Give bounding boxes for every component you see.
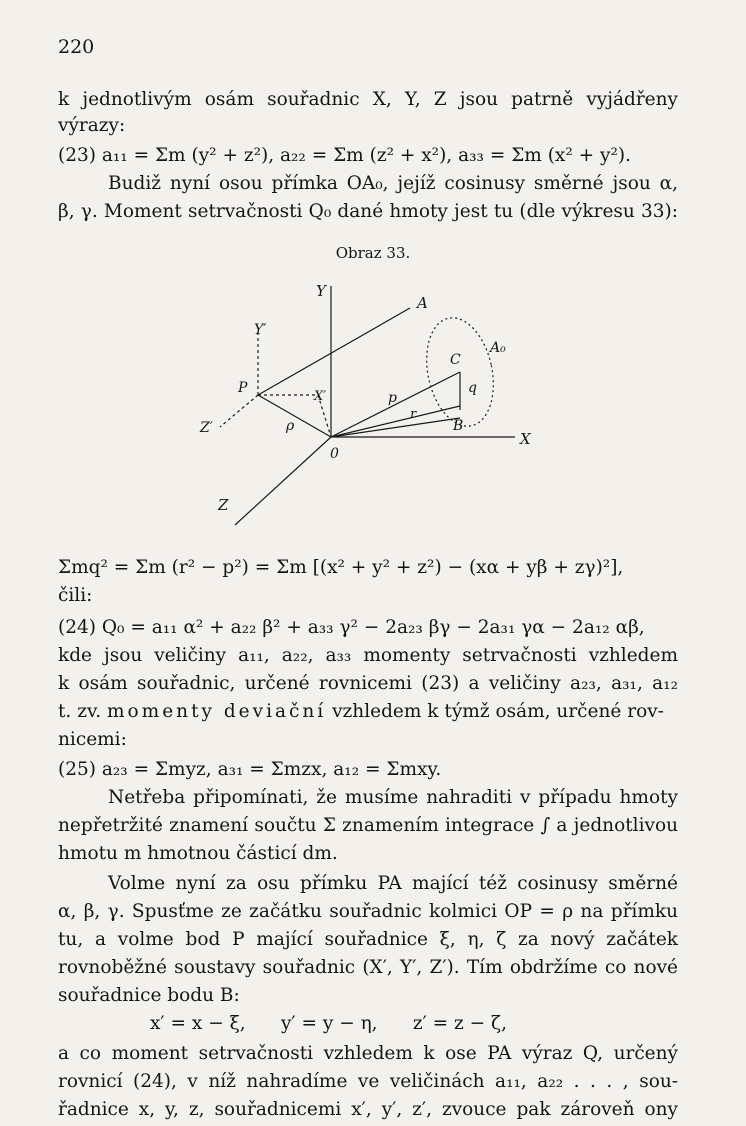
- emphasis-term: momenty deviační: [106, 701, 327, 722]
- axis-z: [235, 437, 331, 525]
- label-p-point: P: [238, 380, 248, 396]
- text-line: k osám souřadnic, určené rovnicemi (23) a veličiny a₂₃, a₃₁, a₁₂: [58, 673, 678, 694]
- text-line: k jednotlivým osám souřadnic X, Y, Z jsou patrně vyjádřeny: [58, 89, 678, 110]
- text-line: souřadnice bodu B:: [58, 985, 240, 1006]
- text-line: a co moment setrvačnosti vzhledem k ose PA výraz Q, určený: [58, 1043, 678, 1064]
- text-line: tu, a volme bod P mající souřadnice ξ, η, ζ za nový začátek: [58, 929, 678, 950]
- label-z: Z: [218, 496, 229, 514]
- text-line: hmotu m hmotnou částicí dm.: [58, 843, 338, 864]
- text-line: Netřeba připomínati, že musíme nahraditi v případu hmoty: [108, 787, 678, 808]
- text-line-deviation: [58, 698, 678, 726]
- text-line: Budiž nyní osou přímka OA₀, jejíž cosinusy směrné jsou α,: [108, 173, 678, 194]
- label-c: C: [450, 352, 461, 368]
- label-a0: A₀: [490, 340, 506, 356]
- equation-sum-q: Σmq² = Σm (r² − p²) = Σm [(x² + y² + z²) − (xα + yβ + zγ)²],: [58, 557, 624, 578]
- label-q: q: [468, 380, 477, 396]
- line-pa: [258, 308, 410, 395]
- text-line: rovnoběžné soustavy souřadnic (X′, Y′, Z′). Tím obdržíme co nové: [58, 957, 678, 978]
- label-b: B: [453, 418, 464, 434]
- label-p: p: [388, 390, 397, 406]
- axis-z-prime: [220, 395, 258, 427]
- line-ob-r: [331, 406, 460, 437]
- label-z-prime: Z′: [200, 420, 213, 436]
- label-rho: ρ: [286, 418, 295, 434]
- text-line: čili:: [58, 585, 93, 606]
- label-r: r: [410, 407, 417, 422]
- equation-coords: x′ = x − ξ, y′ = y − η, z′ = z − ζ,: [150, 1013, 507, 1034]
- text-line: řadnice x, y, z, souřadnicemi x′, y′, z′, zvouce pak zároveň ony: [58, 1099, 678, 1120]
- text-span: t. zv.: [58, 701, 102, 722]
- text-line: nicemi:: [58, 729, 127, 750]
- label-o: 0: [330, 446, 339, 462]
- text-line: nepřetržité znamení součtu Σ znamením integrace ∫ a jednotlivou: [58, 815, 678, 836]
- text-line: Volme nyní za osu přímku PA mající též cosinusy směrné: [108, 873, 678, 894]
- label-x-prime: X′: [314, 389, 327, 404]
- text-line: α, β, γ. Spusťme ze začátku souřadnic kolmici OP = ρ na přímku: [58, 901, 678, 922]
- equation-24: (24) Q₀ = a₁₁ α² + a₂₂ β² + a₃₃ γ² − 2a₂₃ βγ − 2a₃₁ γα − 2a₁₂ αβ,: [58, 617, 645, 638]
- text-line: rovnicí (24), v níž nahradíme ve veličinách a₁₁, a₂₂ . . . , sou-: [58, 1071, 678, 1092]
- label-y: Y: [316, 282, 326, 300]
- equation-23: (23) a₁₁ = Σm (y² + z²), a₂₂ = Σm (z² + x²), a₃₃ = Σm (x² + y²).: [58, 145, 631, 166]
- text-line: výrazy:: [58, 115, 126, 136]
- equation-25: (25) a₂₃ = Σmyz, a₃₁ = Σmzx, a₁₂ = Σmxy.: [58, 759, 442, 780]
- text-span: vzhledem k týmž osám, určené rov-: [332, 701, 664, 722]
- label-y-prime: Y′: [254, 322, 267, 338]
- text-line: β, γ. Moment setrvačnosti Q₀ dané hmoty jest tu (dle výkresu 33):: [58, 201, 678, 222]
- figure-33: [0, 270, 746, 540]
- label-a: A: [417, 294, 428, 312]
- figure-caption: Obraz 33.: [335, 244, 411, 262]
- page-number: 220: [58, 36, 95, 58]
- label-x: X: [520, 430, 531, 448]
- text-line: kde jsou veličiny a₁₁, a₂₂, a₃₃ momenty setrvačnosti vzhledem: [58, 645, 678, 666]
